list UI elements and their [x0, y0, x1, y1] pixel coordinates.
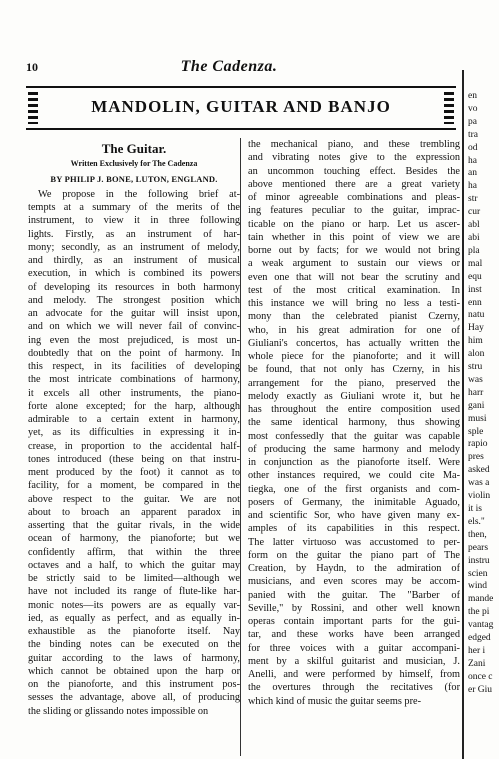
- text-line: operas contain important parts for the gui-: [248, 616, 460, 627]
- article-byline: BY PHILIP J. BONE, LUTON, ENGLAND.: [50, 173, 218, 184]
- text-line: the mechanical piano, and these trembling: [248, 139, 460, 150]
- text-line: and melody. The strongest position which: [28, 294, 240, 306]
- text-line: borne out by facts; for we would not bring: [248, 245, 460, 256]
- text-line: guitar according to the laws of harmony,: [28, 652, 240, 664]
- edge-text-fragment: rapio: [468, 439, 488, 450]
- section-bottom-rule: [26, 128, 456, 130]
- column-divider: [240, 138, 241, 756]
- edge-text-fragment: Hay: [468, 323, 484, 334]
- text-line: on the pianoforte, and this instrument pos-: [28, 679, 240, 690]
- text-line: an uncommon touching effect. Besides the: [248, 165, 460, 177]
- text-line: have not included its range of flute-like har-: [28, 586, 240, 598]
- text-line: most confessedly that the guitar was capable: [248, 430, 460, 442]
- text-line: exhaustible as the pianoforte itself. Nay: [28, 626, 240, 637]
- edge-text-fragment: str: [468, 194, 478, 205]
- text-line: above mentioned there are a great variety: [248, 178, 460, 190]
- edge-text-fragment: instru: [468, 555, 490, 566]
- text-line: other instances required, we could cite Ma-: [248, 470, 460, 482]
- text-line: The latter virtuoso was accustomed to per-: [248, 536, 460, 548]
- text-line: of minor agreeable combinations and pleas-: [248, 192, 460, 203]
- text-line: musicians, and even scores may be accom-: [248, 576, 460, 588]
- page-edge-rule: [462, 70, 464, 759]
- text-line: mony; secondly, as an instrument of melody,: [28, 241, 240, 253]
- edge-text-fragment: cur: [468, 207, 481, 218]
- section-header: [26, 86, 456, 130]
- edge-text-fragment: it is: [468, 504, 482, 514]
- edge-text-fragment: the pi: [468, 607, 490, 618]
- text-line: melody exactly as Giuliani wrote it, but he: [248, 390, 460, 402]
- text-line: this instance we will bring no less a testi-: [248, 298, 460, 309]
- text-line: posers of Germany, the inimitable Aguado,: [248, 496, 460, 508]
- text-line: tiegka, one of the first organists and com-: [248, 483, 460, 495]
- text-line: Anelli, and were performed by himself, from: [248, 669, 460, 680]
- edge-text-fragment: was: [468, 374, 483, 385]
- edge-text-fragment: vantag: [468, 620, 494, 631]
- edge-text-fragment: inst: [468, 284, 482, 295]
- text-line: yet, as its difficulties in expressing it in-: [28, 427, 240, 439]
- text-line: ment by a skilful guitarist and musician, J.: [248, 655, 460, 667]
- article-title: The Guitar.: [101, 141, 167, 156]
- text-line: who, in his great admiration for one of: [248, 324, 460, 336]
- text-line: panied with the guitar. The "Barber of: [248, 589, 460, 601]
- edge-text-fragment: violin: [468, 491, 491, 502]
- text-line: and on which we will never fail of convinc-: [28, 321, 240, 333]
- edge-text-fragment: abl: [468, 220, 480, 231]
- section-top-rule: [26, 86, 456, 88]
- text-line: arrangement for the piano, preserved the: [248, 377, 460, 389]
- text-line: the binding notes can be executed on the: [28, 639, 240, 651]
- text-line: has throughout the entire composition used: [248, 404, 460, 415]
- edge-text-fragment: pears: [468, 542, 489, 553]
- edge-text-fragment: pres: [468, 452, 484, 463]
- text-line: instrument, to view it in three following: [28, 215, 240, 227]
- text-line: whole piece for the pianoforte; and it will: [248, 351, 460, 362]
- middle-column: [248, 138, 460, 708]
- text-line: asserting that the guitar rivals, in the wide: [28, 520, 240, 531]
- edge-text-fragment: stru: [468, 362, 483, 373]
- edge-text-fragment: pa: [468, 116, 477, 127]
- text-line: ocean of harmony, the pianoforte; but we: [28, 533, 240, 545]
- text-line: mony than the celebrated pianist Czerny,: [248, 311, 460, 323]
- text-line: octaves and a half, to which the guitar may: [28, 559, 240, 571]
- text-line: this respect, in its facilities of developing: [28, 361, 240, 372]
- text-line: test of the most critical examination. In: [248, 284, 460, 296]
- edge-text-fragment: musi: [468, 413, 487, 424]
- text-line: ing features peculiar to the guitar, imprac-: [248, 205, 460, 217]
- edge-text-fragment: vo: [468, 103, 478, 114]
- text-line: which cannot be obtained upon the harp or: [28, 665, 240, 677]
- text-line: the overtures through the recitatives (for: [248, 682, 460, 694]
- text-line: and vibrating notes give to the expression: [248, 152, 460, 164]
- text-line: in conjunction as the pianoforte itself. Were: [248, 457, 460, 468]
- text-line: execution, in which is combined its powers: [28, 268, 240, 280]
- text-line: a weak argument to sustain our views or: [248, 258, 460, 270]
- edge-text-fragment: once c: [468, 671, 493, 682]
- edge-text-fragment: els.": [468, 516, 485, 527]
- text-line: admirable to a certain extent in harmony,: [28, 414, 240, 425]
- text-line: lights. Firstly, as an instrument of har-: [28, 228, 240, 240]
- left-column: [28, 138, 240, 718]
- text-line: sesses the advantage, above all, of producing: [28, 692, 240, 704]
- edge-text-fragment: an: [468, 168, 477, 179]
- text-line: facility, for a moment, be compared in the: [28, 480, 240, 492]
- edge-text-fragment: then,: [468, 529, 487, 540]
- edge-text-fragment: mande: [468, 594, 494, 605]
- text-line: the sliding or glissando notes impossible on: [28, 705, 209, 717]
- text-line: and thirdly, as an instrument of musical: [28, 255, 240, 266]
- text-line: doubtedly that on the point of harmony. In: [28, 347, 240, 359]
- text-line: amples of its capabilities in this respect.: [248, 523, 460, 535]
- text-line: it excels all other instruments, the piano-: [28, 387, 240, 399]
- edge-text-fragment: sple: [468, 426, 484, 437]
- text-line: monic notes—its powers are as equally var-: [28, 599, 240, 611]
- edge-text-fragment: him: [468, 336, 483, 347]
- edge-text-fragment: er Giu: [468, 684, 493, 695]
- edge-text-fragment: od: [468, 142, 478, 153]
- text-line: about to broach an apparent paradox in: [28, 506, 240, 518]
- edge-text-fragment: her i: [468, 645, 486, 656]
- text-line: and scientific Sor, who have given many ex-: [248, 510, 460, 521]
- text-line: tempts at a summary of the merits of the: [28, 202, 240, 213]
- ornament-right-icon: [444, 92, 454, 124]
- text-line: ing even the most prejudiced, is most un-: [28, 334, 240, 346]
- edge-text-fragment: mal: [468, 258, 483, 269]
- edge-text-fragment: gani: [468, 400, 485, 411]
- text-line: form on the guitar the piano part of The: [248, 549, 460, 561]
- edge-text-fragment: equ: [468, 271, 482, 282]
- edge-text-fragment: enn: [468, 297, 482, 308]
- text-line: an advocate for the guitar will insist upon,: [28, 308, 240, 319]
- text-line: We propose in the following brief at-: [38, 188, 240, 200]
- edge-text-fragment: alon: [468, 349, 485, 360]
- right-edge-column: [468, 90, 499, 697]
- page-number: 10: [26, 60, 38, 74]
- text-line: which kind of music the guitar seems pre-: [248, 695, 422, 707]
- text-line: Giuliani's concertos, has actually written the: [248, 337, 460, 349]
- text-line: of producing the same harmony and melody: [248, 443, 460, 455]
- text-line: ticable on the piano or harp. Let us ascer-: [248, 218, 460, 230]
- edge-text-fragment: ha: [468, 181, 477, 192]
- text-line: crease, in proportion to the accidental half-: [28, 440, 240, 452]
- article-note: Written Exclusively for The Cadenza: [70, 159, 198, 169]
- edge-text-fragment: pla: [468, 245, 480, 256]
- edge-text-fragment: Zani: [468, 658, 486, 669]
- text-line: even one that will not bear the scrutiny and: [248, 271, 460, 283]
- text-line: for three voices with a guitar accompani-: [248, 642, 460, 654]
- text-line: forte alone excepted; for the harp, although: [28, 400, 240, 412]
- text-line: be found, that not only has Czerny, in his: [248, 364, 460, 376]
- edge-text-fragment: scien: [468, 568, 488, 579]
- text-line: tones introduced (these being on that instru-: [28, 453, 240, 465]
- text-line: Creation, by Haydn, to the admiration of: [248, 563, 460, 574]
- edge-text-fragment: ha: [468, 155, 477, 166]
- text-line: above respect to the guitar. We are not: [28, 493, 240, 505]
- text-line: ied, as equally as perfect, and as equally in-: [28, 612, 240, 624]
- section-title: MANDOLIN, GUITAR AND BANJO: [91, 97, 391, 116]
- edge-text-fragment: tra: [468, 129, 479, 140]
- edge-text-fragment: en: [468, 91, 477, 101]
- text-line: of developing its resources in both harmony: [28, 281, 240, 293]
- text-line: the most intricate combinations of harmony,: [28, 374, 240, 386]
- edge-text-fragment: harr: [468, 387, 484, 398]
- text-line: confidently affirm, that within the three: [28, 546, 240, 558]
- edge-text-fragment: abi: [468, 232, 480, 243]
- edge-text-fragment: edged: [468, 633, 491, 644]
- text-line: Seville," by Rossini, and other well known: [248, 602, 460, 614]
- text-line: the same identical harmony, thus showing: [248, 417, 460, 429]
- edge-text-fragment: was a: [468, 478, 490, 489]
- text-line: ment produced by the foot) it cannot as to: [28, 467, 240, 478]
- edge-text-fragment: natu: [468, 310, 485, 321]
- text-line: be strictly said to be limited—although we: [28, 573, 240, 584]
- masthead: The Cadenza.: [180, 58, 278, 75]
- edge-text-fragment: asked: [468, 465, 490, 476]
- text-line: tar, and these works have been arranged: [248, 629, 460, 641]
- text-line: tain whether in this point of view we are: [248, 231, 460, 243]
- edge-text-fragment: wind: [468, 581, 487, 592]
